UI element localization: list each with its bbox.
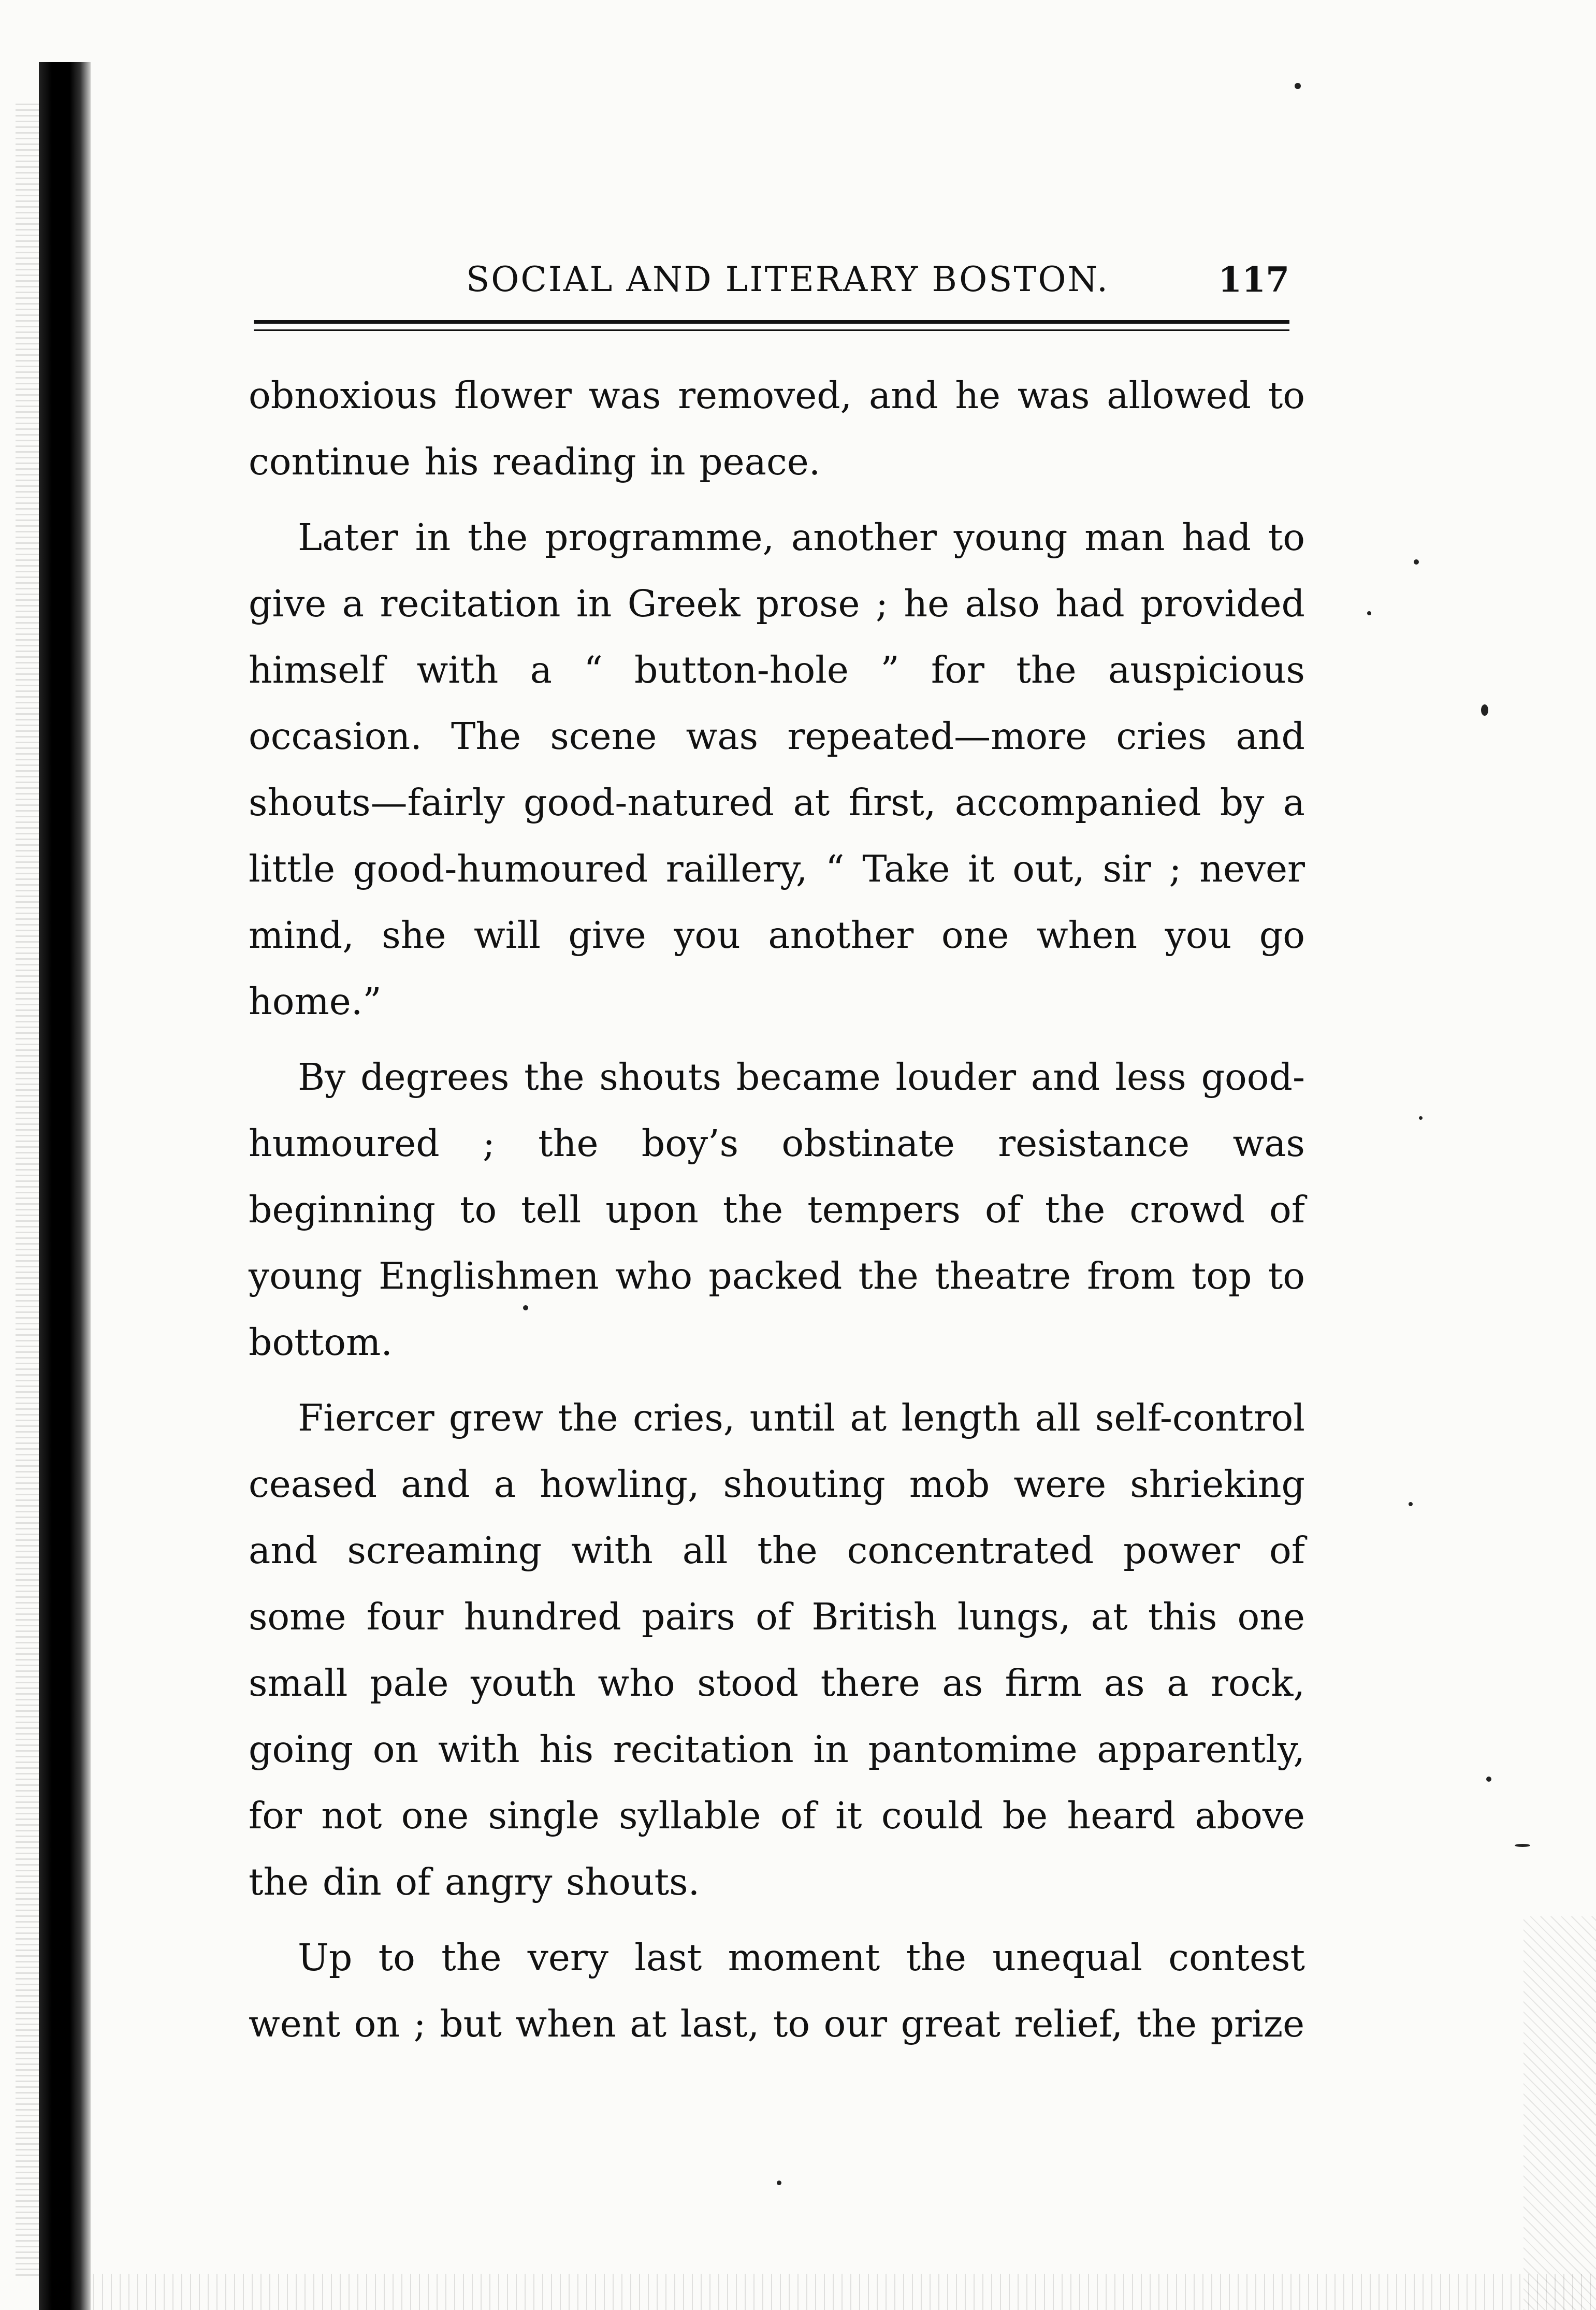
paragraph: Later in the programme, another young man had to give a recitation in Greek prose ; he also had provided himself with a “ button-hole ” for the auspicious occasion. The scene was repeated—more cries and shouts—fairly good-natured at first, accompanied by a little good-humoured raillery, “ Take it out, sir ; never mind, she will give you another one when you go home.” — [249, 516, 1305, 1023]
scan-noise-bottom — [93, 2274, 1596, 2310]
scan-noise-right — [1524, 1916, 1596, 2310]
book-binding-edge — [39, 62, 91, 2310]
page-number: 117 — [1218, 259, 1289, 300]
paragraph: Fiercer grew the cries, until at length all self-control ceased and a howling, shouting mob were shrieking and screaming with all the concentrated power of some four hundred pairs of British lungs, at this one small pale youth who stood there as firm as a rock, going on with his recitation in pantomime apparently, for not one single syllable of it could be heard above the din of angry shouts. — [249, 1396, 1305, 1903]
scan-speck — [1481, 704, 1488, 716]
paragraph: By degrees the shouts became louder and less good-humoured ; the boy’s obstinate resistance was beginning to tell upon the tempers of the crowd of young Englishmen who packed the theatre from top to bottom. — [249, 1056, 1305, 1364]
body-text — [249, 363, 1305, 2057]
scan-speck — [1409, 1502, 1413, 1506]
paragraph: obnoxious flower was removed, and he was allowed to continue his reading in peace. — [249, 374, 1305, 483]
scan-speck — [1295, 83, 1301, 89]
scan-speck — [1414, 559, 1419, 565]
page-header — [249, 256, 1289, 303]
header-rule-thick — [254, 320, 1289, 324]
scan-speck — [1367, 611, 1371, 615]
scan-speck — [1419, 1116, 1423, 1120]
scan-speck — [1486, 1777, 1491, 1782]
header-rule-thin — [254, 329, 1289, 331]
scan-speck — [523, 1305, 528, 1310]
running-title: SOCIAL AND LITERARY BOSTON. — [466, 259, 1110, 299]
scan-speck — [777, 2181, 781, 2185]
scan-speck — [1515, 1844, 1530, 1847]
paragraph: Up to the very last moment the unequal contest went on ; but when at last, to our great relief, the prize — [249, 1936, 1305, 2045]
